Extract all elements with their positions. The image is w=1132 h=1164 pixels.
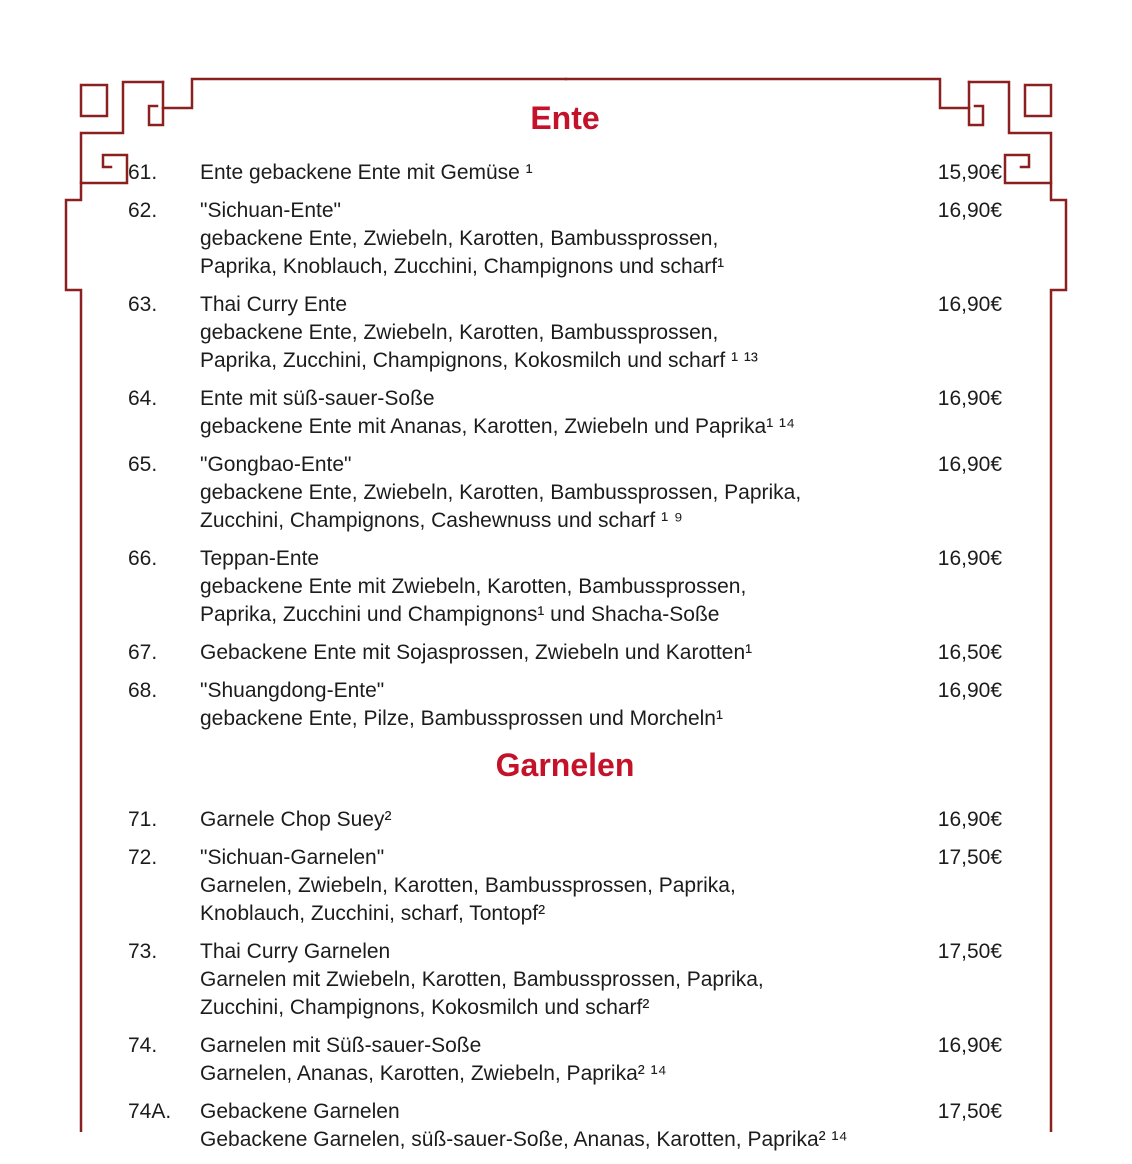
menu-item: [128, 385, 1002, 441]
menu-item: [128, 1032, 1002, 1088]
item-number: 64.: [128, 387, 158, 410]
item-text: [200, 291, 892, 375]
item-description-line: gebackene Ente mit Ananas, Karotten, Zwiebeln und Paprika¹ ¹⁴: [200, 415, 796, 438]
item-description-line: gebackene Ente, Pilze, Bambussprossen und Morcheln¹: [200, 707, 723, 730]
item-text: [200, 451, 892, 535]
item-title: Gebackene Ente mit Sojasprossen, Zwiebeln und Karotten¹: [200, 641, 753, 664]
item-title: "Shuangdong-Ente": [200, 679, 385, 702]
menu-item: [128, 197, 1002, 281]
item-number: 71.: [128, 808, 158, 831]
item-text: [200, 197, 892, 281]
menu-item: [128, 677, 1002, 733]
item-description-line: Garnelen, Zwiebeln, Karotten, Bambussprossen, Paprika,: [200, 874, 736, 897]
menu-section: [128, 743, 1002, 1154]
item-title: Ente mit süß-sauer-Soße: [200, 387, 435, 410]
menu-item: [128, 545, 1002, 629]
item-text: [200, 1098, 892, 1154]
item-text: [200, 159, 892, 187]
item-price: 17,50€: [937, 1100, 1002, 1123]
menu-page: [128, 96, 1002, 1164]
item-title: Thai Curry Ente: [200, 293, 348, 316]
item-price: 17,50€: [937, 940, 1002, 963]
item-number: 67.: [128, 641, 158, 664]
item-number: 74A.: [128, 1100, 172, 1123]
item-text: [200, 844, 892, 928]
item-number: 74.: [128, 1034, 158, 1057]
item-description-line: gebackene Ente mit Zwiebeln, Karotten, Bambussprossen,: [200, 575, 747, 598]
item-price: 17,50€: [937, 846, 1002, 869]
menu-item: [128, 451, 1002, 535]
item-title: Gebackene Garnelen: [200, 1100, 400, 1123]
item-number: 61.: [128, 161, 158, 184]
section-title-garnelen: Garnelen: [495, 747, 635, 783]
item-description-line: gebackene Ente, Zwiebeln, Karotten, Bambussprossen,: [200, 321, 719, 344]
item-text: [200, 639, 892, 667]
item-description-line: Paprika, Zucchini, Champignons, Kokosmilch und scharf ¹ ¹³: [200, 349, 758, 372]
item-price: 16,90€: [937, 293, 1002, 316]
item-price: 16,90€: [937, 387, 1002, 410]
item-number: 62.: [128, 199, 158, 222]
item-number: 68.: [128, 679, 158, 702]
item-description-line: Paprika, Zucchini und Champignons¹ und Shacha-Soße: [200, 603, 720, 626]
item-price: 16,90€: [937, 1034, 1002, 1057]
item-description-line: Paprika, Knoblauch, Zucchini, Champignons und scharf¹: [200, 255, 725, 278]
menu-section: [128, 96, 1002, 733]
item-price: 16,90€: [937, 453, 1002, 476]
item-price: 16,90€: [937, 808, 1002, 831]
item-number: 63.: [128, 293, 158, 316]
item-text: [200, 938, 892, 1022]
item-price: 15,90€: [937, 161, 1002, 184]
item-number: 73.: [128, 940, 158, 963]
menu-item: [128, 159, 1002, 187]
item-description-line: Zucchini, Champignons, Cashewnuss und scharf ¹ ⁹: [200, 509, 683, 532]
item-text: [200, 1032, 892, 1088]
item-title: Thai Curry Garnelen: [200, 940, 391, 963]
menu-item: [128, 844, 1002, 928]
item-description-line: gebackene Ente, Zwiebeln, Karotten, Bambussprossen,: [200, 227, 719, 250]
item-description-line: gebackene Ente, Zwiebeln, Karotten, Bambussprossen, Paprika,: [200, 481, 802, 504]
item-text: [200, 545, 892, 629]
item-title: Garnele Chop Suey²: [200, 808, 392, 831]
item-text: [200, 677, 892, 733]
item-title: "Sichuan-Ente": [200, 199, 341, 222]
item-description-line: Knoblauch, Zucchini, scharf, Tontopf²: [200, 902, 546, 925]
item-number: 65.: [128, 453, 158, 476]
section-items: [128, 159, 1002, 733]
item-title: Teppan-Ente: [200, 547, 320, 570]
menu-item: [128, 806, 1002, 834]
menu-item: [128, 639, 1002, 667]
section-items: [128, 806, 1002, 1154]
item-price: 16,90€: [937, 199, 1002, 222]
item-number: 72.: [128, 846, 158, 869]
item-price: 16,50€: [937, 641, 1002, 664]
item-description-line: Garnelen mit Zwiebeln, Karotten, Bambussprossen, Paprika,: [200, 968, 764, 991]
item-text: [200, 385, 892, 441]
item-price: 16,90€: [937, 679, 1002, 702]
item-number: 66.: [128, 547, 158, 570]
item-title: Garnelen mit Süß-sauer-Soße: [200, 1034, 482, 1057]
menu-item: [128, 1098, 1002, 1154]
item-price: 16,90€: [937, 547, 1002, 570]
item-description-line: Garnelen, Ananas, Karotten, Zwiebeln, Paprika² ¹⁴: [200, 1062, 667, 1085]
item-description-line: Zucchini, Champignons, Kokosmilch und scharf²: [200, 996, 650, 1019]
item-title: "Sichuan-Garnelen": [200, 846, 385, 869]
section-title-ente: Ente: [530, 100, 600, 136]
item-title: Ente gebackene Ente mit Gemüse ¹: [200, 161, 533, 184]
item-description-line: Gebackene Garnelen, süß-sauer-Soße, Ananas, Karotten, Paprika² ¹⁴: [200, 1128, 848, 1151]
item-title: "Gongbao-Ente": [200, 453, 352, 476]
item-text: [200, 806, 892, 834]
menu-item: [128, 291, 1002, 375]
menu-item: [128, 938, 1002, 1022]
